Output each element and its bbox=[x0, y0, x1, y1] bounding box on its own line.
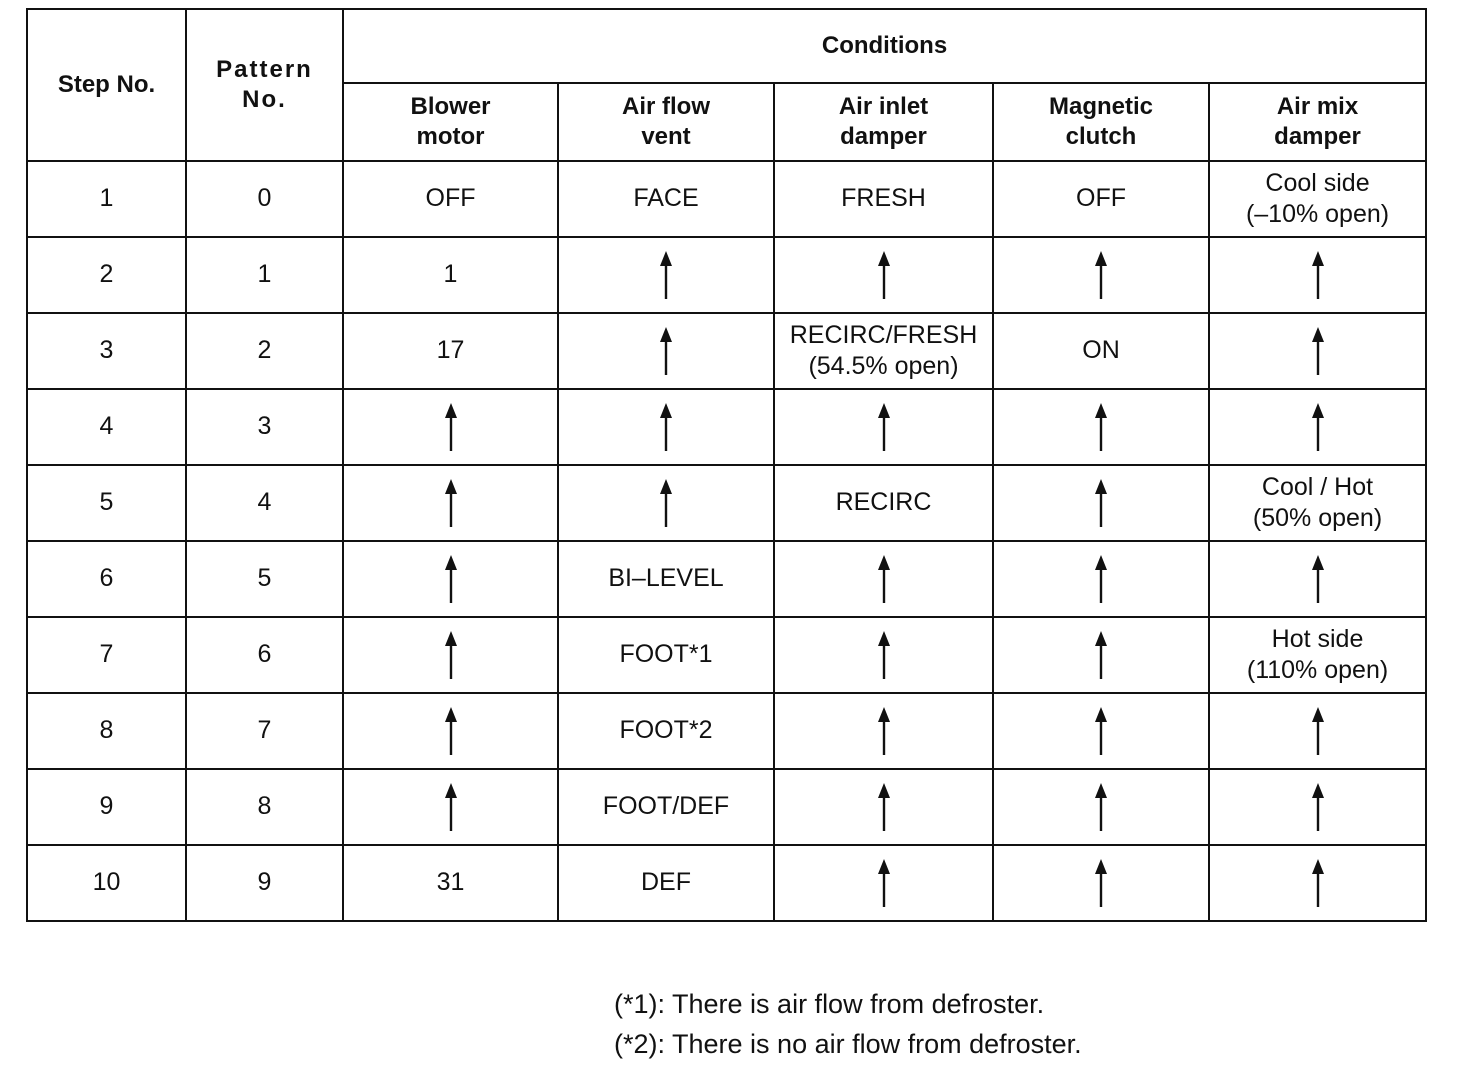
cell-text: 7 bbox=[257, 716, 272, 745]
cell-blower bbox=[343, 313, 558, 389]
cell-airflow bbox=[558, 617, 774, 693]
cell-clutch bbox=[993, 389, 1209, 465]
cell-mix bbox=[1209, 845, 1426, 921]
conditions-table bbox=[26, 8, 1427, 922]
cell-text: 9 bbox=[257, 868, 272, 897]
cell-pattern bbox=[186, 845, 343, 921]
header-air-inlet-damper: Air inlet damper bbox=[774, 83, 993, 161]
cell-text: 4 bbox=[99, 412, 114, 441]
table-body bbox=[27, 161, 1426, 921]
up-arrow-icon bbox=[874, 402, 894, 452]
up-arrow-icon bbox=[656, 478, 676, 528]
cell-airflow bbox=[558, 237, 774, 313]
up-arrow-icon bbox=[441, 478, 461, 528]
cell-inlet bbox=[774, 617, 993, 693]
cell-text: 4 bbox=[257, 488, 272, 517]
footnote-1: (*1): There is air flow from defroster. bbox=[614, 989, 1045, 1019]
table-row bbox=[27, 313, 1426, 389]
header-step-no: Step No. bbox=[27, 9, 186, 161]
cell-inlet bbox=[774, 769, 993, 845]
cell-airflow bbox=[558, 389, 774, 465]
table-row bbox=[27, 541, 1426, 617]
cell-clutch bbox=[993, 313, 1209, 389]
cell-text: FRESH bbox=[841, 184, 926, 213]
cell-text: 10 bbox=[92, 868, 121, 897]
up-arrow-icon bbox=[1308, 858, 1328, 908]
cell-airflow bbox=[558, 313, 774, 389]
cell-mix bbox=[1209, 389, 1426, 465]
cell-inlet bbox=[774, 845, 993, 921]
cell-mix bbox=[1209, 237, 1426, 313]
cell-text: 9 bbox=[99, 792, 114, 821]
header-air-mix-damper: Air mix damper bbox=[1209, 83, 1426, 161]
cell-text: 8 bbox=[257, 792, 272, 821]
header-magnetic-clutch: Magnetic clutch bbox=[993, 83, 1209, 161]
up-arrow-icon bbox=[874, 858, 894, 908]
up-arrow-icon bbox=[656, 402, 676, 452]
cell-mix bbox=[1209, 617, 1426, 693]
up-arrow-icon bbox=[441, 782, 461, 832]
cell-text: DEF bbox=[641, 868, 691, 897]
cell-inlet bbox=[774, 389, 993, 465]
up-arrow-icon bbox=[441, 630, 461, 680]
cell-pattern bbox=[186, 313, 343, 389]
cell-text: 1 bbox=[99, 184, 114, 213]
up-arrow-icon bbox=[656, 250, 676, 300]
cell-blower bbox=[343, 617, 558, 693]
up-arrow-icon bbox=[1091, 250, 1111, 300]
cell-clutch bbox=[993, 237, 1209, 313]
cell-inlet bbox=[774, 313, 993, 389]
cell-text: 1 bbox=[257, 260, 272, 289]
cell-mix bbox=[1209, 769, 1426, 845]
cell-text: FOOT*2 bbox=[619, 716, 713, 745]
up-arrow-icon bbox=[1091, 858, 1111, 908]
cell-step bbox=[27, 161, 186, 237]
up-arrow-icon bbox=[874, 554, 894, 604]
table-row bbox=[27, 617, 1426, 693]
cell-inlet bbox=[774, 693, 993, 769]
cell-step bbox=[27, 617, 186, 693]
cell-text: 31 bbox=[436, 868, 465, 897]
cell-clutch bbox=[993, 769, 1209, 845]
cell-text: OFF bbox=[1076, 184, 1126, 213]
cell-text: 17 bbox=[436, 336, 465, 365]
cell-blower bbox=[343, 389, 558, 465]
cell-text: FACE bbox=[633, 184, 699, 213]
cell-text: 5 bbox=[257, 564, 272, 593]
table-row bbox=[27, 465, 1426, 541]
header-air-flow-vent: Air flow vent bbox=[558, 83, 774, 161]
up-arrow-icon bbox=[1308, 554, 1328, 604]
cell-airflow bbox=[558, 845, 774, 921]
table-row bbox=[27, 693, 1426, 769]
table-row bbox=[27, 161, 1426, 237]
up-arrow-icon bbox=[874, 782, 894, 832]
up-arrow-icon bbox=[1308, 402, 1328, 452]
up-arrow-icon bbox=[1308, 250, 1328, 300]
cell-clutch bbox=[993, 845, 1209, 921]
cell-clutch bbox=[993, 541, 1209, 617]
cell-pattern bbox=[186, 693, 343, 769]
cell-text: FOOT/DEF bbox=[602, 792, 730, 821]
cell-blower bbox=[343, 769, 558, 845]
cell-text: RECIRC bbox=[835, 488, 932, 517]
table-row bbox=[27, 845, 1426, 921]
cell-airflow bbox=[558, 161, 774, 237]
up-arrow-icon bbox=[656, 326, 676, 376]
cell-blower bbox=[343, 465, 558, 541]
up-arrow-icon bbox=[874, 250, 894, 300]
cell-text: FOOT*1 bbox=[619, 640, 713, 669]
cell-airflow bbox=[558, 769, 774, 845]
cell-mix bbox=[1209, 313, 1426, 389]
cell-inlet bbox=[774, 161, 993, 237]
cell-mix bbox=[1209, 465, 1426, 541]
cell-step bbox=[27, 389, 186, 465]
cell-pattern bbox=[186, 389, 343, 465]
header-row-top bbox=[27, 9, 1426, 83]
cell-text: 0 bbox=[257, 184, 272, 213]
cell-blower bbox=[343, 237, 558, 313]
cell-mix bbox=[1209, 693, 1426, 769]
cell-text: 3 bbox=[99, 336, 114, 365]
up-arrow-icon bbox=[1091, 630, 1111, 680]
cell-clutch bbox=[993, 693, 1209, 769]
cell-text: Cool / Hot (50% open) bbox=[1252, 472, 1383, 532]
cell-step bbox=[27, 237, 186, 313]
cell-step bbox=[27, 769, 186, 845]
cell-text: 7 bbox=[99, 640, 114, 669]
cell-clutch bbox=[993, 465, 1209, 541]
cell-text: 6 bbox=[257, 640, 272, 669]
footnote-2: (*2): There is no air flow from defroster. bbox=[614, 1029, 1082, 1059]
header-blower-motor: Blower motor bbox=[343, 83, 558, 161]
table-row bbox=[27, 769, 1426, 845]
table-row bbox=[27, 389, 1426, 465]
cell-step bbox=[27, 845, 186, 921]
cell-step bbox=[27, 541, 186, 617]
cell-text: 2 bbox=[257, 336, 272, 365]
table-row bbox=[27, 237, 1426, 313]
cell-airflow bbox=[558, 541, 774, 617]
cell-text: OFF bbox=[425, 184, 476, 213]
cell-mix bbox=[1209, 541, 1426, 617]
cell-pattern bbox=[186, 237, 343, 313]
up-arrow-icon bbox=[441, 706, 461, 756]
cell-airflow bbox=[558, 465, 774, 541]
up-arrow-icon bbox=[874, 630, 894, 680]
cell-pattern bbox=[186, 769, 343, 845]
cell-clutch bbox=[993, 161, 1209, 237]
up-arrow-icon bbox=[1091, 554, 1111, 604]
cell-text: ON bbox=[1082, 336, 1120, 365]
up-arrow-icon bbox=[1308, 706, 1328, 756]
cell-text: Hot side (110% open) bbox=[1246, 624, 1389, 684]
cell-blower bbox=[343, 693, 558, 769]
cell-text: 3 bbox=[257, 412, 272, 441]
cell-step bbox=[27, 465, 186, 541]
footnotes bbox=[614, 984, 1082, 1064]
cell-mix bbox=[1209, 161, 1426, 237]
up-arrow-icon bbox=[1091, 402, 1111, 452]
cell-blower bbox=[343, 541, 558, 617]
cell-blower bbox=[343, 845, 558, 921]
cell-inlet bbox=[774, 465, 993, 541]
cell-text: 8 bbox=[99, 716, 114, 745]
cell-clutch bbox=[993, 617, 1209, 693]
up-arrow-icon bbox=[874, 706, 894, 756]
up-arrow-icon bbox=[1091, 706, 1111, 756]
up-arrow-icon bbox=[1308, 782, 1328, 832]
cell-text: RECIRC/FRESH (54.5% open) bbox=[789, 320, 978, 380]
cell-text: 5 bbox=[99, 488, 114, 517]
cell-text: Cool side (–10% open) bbox=[1245, 168, 1390, 228]
cell-pattern bbox=[186, 617, 343, 693]
cell-text: 6 bbox=[99, 564, 114, 593]
up-arrow-icon bbox=[441, 402, 461, 452]
up-arrow-icon bbox=[441, 554, 461, 604]
cell-pattern bbox=[186, 541, 343, 617]
cell-inlet bbox=[774, 541, 993, 617]
cell-blower bbox=[343, 161, 558, 237]
up-arrow-icon bbox=[1091, 478, 1111, 528]
cell-inlet bbox=[774, 237, 993, 313]
cell-text: BI–LEVEL bbox=[608, 564, 724, 593]
header-conditions: Conditions bbox=[343, 9, 1426, 83]
header-pattern-no: Pattern No. bbox=[186, 9, 343, 161]
cell-pattern bbox=[186, 161, 343, 237]
cell-airflow bbox=[558, 693, 774, 769]
cell-pattern bbox=[186, 465, 343, 541]
up-arrow-icon bbox=[1308, 326, 1328, 376]
cell-text: 2 bbox=[99, 260, 114, 289]
up-arrow-icon bbox=[1091, 782, 1111, 832]
cell-step bbox=[27, 313, 186, 389]
cell-text: 1 bbox=[443, 260, 458, 289]
cell-step bbox=[27, 693, 186, 769]
